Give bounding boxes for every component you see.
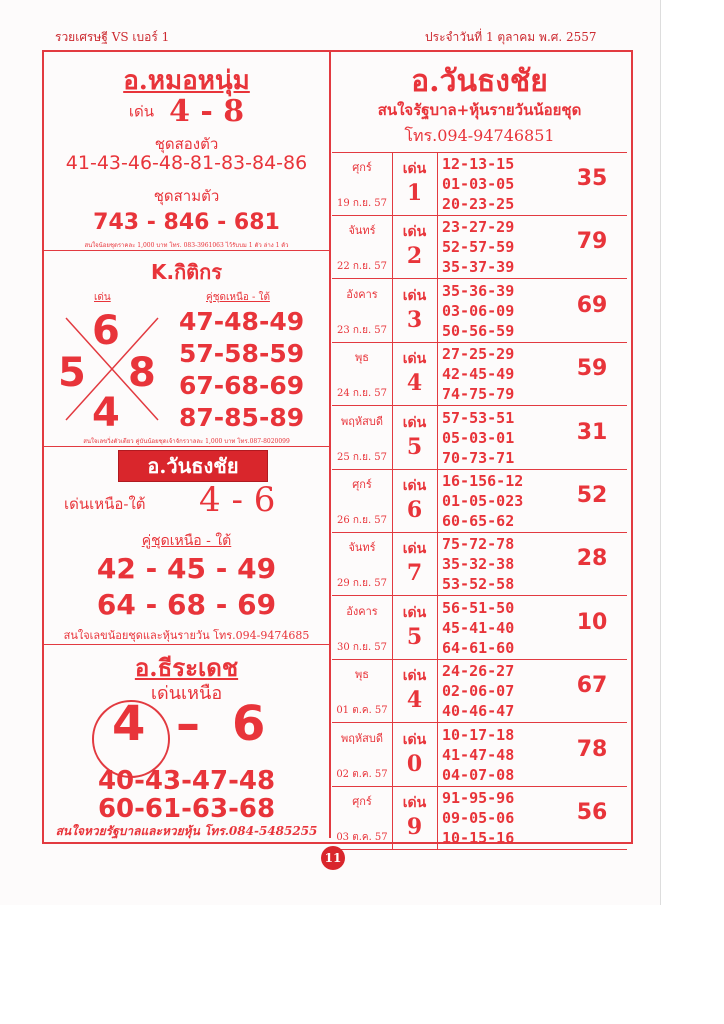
row-pick-cell [392, 342, 438, 405]
box3-pick-value: 4 - 6 [199, 480, 276, 520]
box2-note: สนใจเลขวิ่งตัวเดียว คู่บันน้อยชุดเจ้าจักรวาลละ 1,000 บาท โทร.087-8020099 [83, 438, 290, 445]
box1-pick [44, 94, 329, 129]
box2-cross-bottom: 4 [92, 390, 120, 436]
row-set: 40-46-47 [442, 702, 515, 721]
row-pick-label: เด่น [402, 668, 427, 685]
row-set: 75-72-78 [442, 535, 515, 554]
header-left: รวยเศรษฐี VS เบอร์ 1 [55, 30, 170, 44]
row-sets [442, 344, 560, 404]
row-sets [442, 217, 560, 277]
row-day-cell [332, 723, 393, 786]
box1-three-sets: 743 - 846 - 681 [93, 210, 280, 235]
row-pick: 0 [406, 750, 423, 777]
row-pick-label: เด่น [402, 795, 427, 811]
row-pick-label: เด่น [402, 731, 427, 748]
row-pick-label: เด่น [402, 287, 427, 304]
right-title: อ.วันธงชัย [411, 64, 548, 99]
left-column [44, 52, 331, 838]
row-day: ศุกร์ [352, 478, 372, 491]
table-row [332, 215, 627, 279]
box1-pick-label: เด่น [128, 102, 154, 121]
table-row [332, 406, 627, 470]
row-pick: 2 [406, 243, 423, 270]
row-date: 01 ต.ค. 57 [336, 705, 388, 717]
row-set: 45-41-40 [442, 618, 515, 637]
box2-set: 87-85-89 [179, 403, 305, 432]
row-set: 41-47-48 [442, 745, 515, 764]
row-day-cell [332, 596, 393, 659]
row-set: 09-05-06 [442, 809, 515, 827]
box1-two-label: ชุดสองตัว [154, 135, 219, 153]
row-pick-cell [392, 596, 438, 659]
row-pick-cell [392, 469, 438, 532]
row-date: 29 ก.ย. 57 [336, 578, 388, 590]
row-pick-cell [392, 215, 438, 278]
box2-pick-label: เด่น [94, 292, 111, 303]
table-row [332, 342, 627, 406]
row-sets [442, 154, 560, 214]
row-pick-label: เด่น [402, 414, 427, 431]
box4-pick-a: 4 [112, 696, 146, 752]
row-pick-cell [392, 152, 438, 215]
box4-note: สนใจหวยรัฐบาลและหวยหุ้น โทร.084-5485255 [55, 824, 318, 838]
row-set: 01-03-05 [442, 175, 515, 193]
row-pick-label: เด่น [402, 541, 427, 558]
box4-pick-label: เด่นเหนือ [150, 683, 223, 704]
row-set: 35-37-39 [442, 258, 515, 277]
right-phone: โทร.094-94746851 [404, 126, 555, 145]
box1-two-sets: 41-43-46-48-81-83-84-86 [65, 152, 308, 174]
row-set: 02-06-07 [442, 682, 515, 701]
box2-sets [179, 306, 304, 434]
row-big-number: 59 [576, 356, 608, 382]
row-pick-cell [392, 659, 438, 722]
row-date: 25 ก.ย. 57 [336, 451, 388, 463]
box4-line2: 60-61-63-68 [97, 794, 276, 824]
row-sets [442, 471, 560, 531]
box4-pick-b: 6 [232, 696, 266, 752]
box2-cross-left: 5 [58, 350, 86, 396]
box1-title: อ.หมอหนุ่ม [123, 66, 250, 96]
row-set: 27-25-29 [442, 345, 515, 364]
row-set: 03-06-09 [442, 301, 515, 320]
table-row [332, 532, 627, 596]
table-row [332, 596, 627, 660]
row-pick-cell [392, 723, 438, 786]
page-number: 11 [321, 846, 345, 870]
box1-three-label: ชุดสามตัว [153, 187, 220, 205]
row-date: 30 ก.ย. 57 [336, 641, 388, 653]
table-row [332, 723, 627, 787]
row-day-cell [332, 215, 393, 278]
row-set: 91-95-96 [442, 789, 515, 807]
row-set: 10-17-18 [442, 725, 515, 744]
row-date: 02 ต.ค. 57 [336, 768, 388, 780]
box4-pick-dash: – [176, 696, 200, 752]
row-day: อังคาร [346, 287, 378, 301]
row-set: 60-65-62 [442, 512, 515, 530]
row-set: 20-23-25 [442, 195, 515, 213]
row-date: 03 ต.ค. 57 [336, 832, 388, 843]
row-set: 53-52-58 [442, 575, 515, 594]
row-day-cell [332, 279, 393, 342]
box4-title: อ.ธีระเดช [134, 653, 239, 682]
table-row [332, 469, 627, 533]
row-sets [442, 598, 560, 658]
row-sets [442, 788, 560, 848]
box2-pair-label: คู่ชุดเหนือ - ใต้ [206, 292, 270, 303]
row-set: 42-45-49 [442, 365, 515, 384]
row-pick: 9 [406, 814, 423, 840]
row-day: ศุกร์ [352, 795, 372, 808]
row-pick: 4 [406, 370, 423, 397]
row-big-number: 69 [576, 292, 608, 318]
box2-title: K.กิติกร [150, 260, 223, 284]
row-pick-cell [392, 786, 438, 849]
box3-line1: 42 - 45 - 49 [96, 552, 277, 585]
row-set: 12-13-15 [442, 155, 515, 173]
row-big-number: 78 [576, 736, 608, 762]
box3-title: อ.วันธงชัย [118, 450, 268, 482]
divider [44, 250, 329, 251]
row-set: 56-51-50 [442, 598, 515, 617]
box2-cross-top: 6 [92, 308, 120, 354]
box2-set: 67-68-69 [179, 371, 305, 400]
row-big-number: 56 [576, 800, 608, 825]
row-day-cell [332, 469, 393, 532]
box1-pick-value: 4 - 8 [169, 94, 245, 129]
row-big-number: 35 [576, 166, 608, 191]
row-pick-label: เด่น [402, 604, 427, 621]
row-date: 26 ก.ย. 57 [336, 515, 388, 526]
table-row [332, 659, 627, 723]
row-set: 23-27-29 [442, 218, 515, 237]
box3-line2: 64 - 68 - 69 [96, 588, 277, 621]
row-day: พุธ [355, 351, 369, 365]
table-row [332, 152, 627, 216]
row-day: จันทร์ [348, 541, 376, 555]
table-row [332, 786, 627, 850]
divider [44, 446, 329, 447]
row-pick: 1 [406, 180, 423, 206]
right-subtitle: สนใจรัฐบาล+หุ้นรายวันน้อยชุด [377, 101, 582, 119]
row-date: 23 ก.ย. 57 [336, 324, 388, 336]
box2-set: 57-58-59 [179, 339, 305, 368]
row-sets [442, 661, 560, 721]
row-day: จันทร์ [348, 224, 376, 238]
row-big-number: 28 [576, 546, 608, 572]
box2-set: 47-48-49 [179, 307, 305, 336]
row-set: 24-26-27 [442, 662, 515, 681]
row-set: 74-75-79 [442, 385, 515, 404]
row-date: 19 ก.ย. 57 [336, 198, 388, 209]
row-set: 64-61-60 [442, 638, 515, 657]
row-big-number: 67 [576, 673, 608, 699]
box3-note: สนใจเลขน้อยชุดและหุ้นรายวัน โทร.094-9474685 [63, 629, 310, 642]
row-set: 70-73-71 [442, 448, 515, 467]
row-sets [442, 408, 560, 468]
row-set: 10-15-16 [442, 829, 515, 847]
box2-cross-right: 8 [128, 350, 156, 396]
row-pick: 3 [406, 306, 423, 333]
row-day-cell [332, 152, 393, 215]
header-right: ประจำวันที่ 1 ตุลาคม พ.ศ. 2557 [425, 30, 597, 44]
row-pick: 5 [406, 623, 423, 650]
box1-note: สนใจน้อยชุดราคละ 1,000 บาท โทร. 083-3961063 ไว้รับบม 1 ตัว ล่าง 1 ตัว [84, 242, 289, 249]
divider [44, 644, 329, 645]
box4-line1: 40-43-47-48 [97, 766, 276, 796]
row-pick-label: เด่น [402, 478, 427, 494]
row-pick-cell [392, 279, 438, 342]
row-date: 22 ก.ย. 57 [336, 261, 388, 273]
row-sets [442, 281, 560, 341]
box3-pick-label: เด่นเหนือ-ใต้ [64, 495, 146, 513]
row-day-cell [332, 342, 393, 405]
row-pick-label: เด่น [402, 161, 427, 177]
row-pick: 7 [406, 560, 423, 587]
row-big-number: 79 [576, 229, 608, 255]
row-set: 52-57-59 [442, 238, 515, 257]
row-big-number: 52 [576, 483, 608, 508]
row-set: 50-56-59 [442, 321, 515, 340]
row-pick-cell [392, 532, 438, 595]
row-set: 16-156-12 [442, 472, 524, 490]
row-set: 05-03-01 [442, 428, 515, 447]
right-header [332, 52, 627, 153]
row-day-cell [332, 406, 393, 469]
row-sets [442, 725, 560, 785]
row-day: พฤหัสบดี [340, 731, 383, 745]
row-set: 01-05-023 [442, 492, 524, 510]
row-set: 35-32-38 [442, 555, 515, 574]
row-day-cell [332, 532, 393, 595]
row-pick-cell [392, 406, 438, 469]
row-day: พฤหัสบดี [340, 414, 383, 428]
row-pick-label: เด่น [402, 351, 427, 368]
row-set: 04-07-08 [442, 765, 515, 784]
row-sets [442, 534, 560, 594]
row-set: 35-36-39 [442, 281, 515, 300]
row-pick: 4 [406, 687, 423, 714]
row-day: พุธ [355, 668, 369, 682]
table-row [332, 279, 627, 343]
row-pick-label: เด่น [402, 224, 427, 241]
box3-pair-label: คู่ชุดเหนือ - ใต้ [141, 533, 232, 549]
row-big-number: 10 [576, 609, 608, 635]
row-set: 57-53-51 [442, 408, 515, 427]
row-pick: 5 [406, 433, 423, 460]
row-day: ศุกร์ [352, 161, 372, 174]
row-pick: 6 [406, 497, 423, 523]
row-day-cell [332, 659, 393, 722]
row-day: อังคาร [346, 604, 378, 618]
row-big-number: 31 [576, 419, 608, 445]
row-date: 24 ก.ย. 57 [336, 388, 388, 400]
row-day-cell [332, 786, 393, 849]
